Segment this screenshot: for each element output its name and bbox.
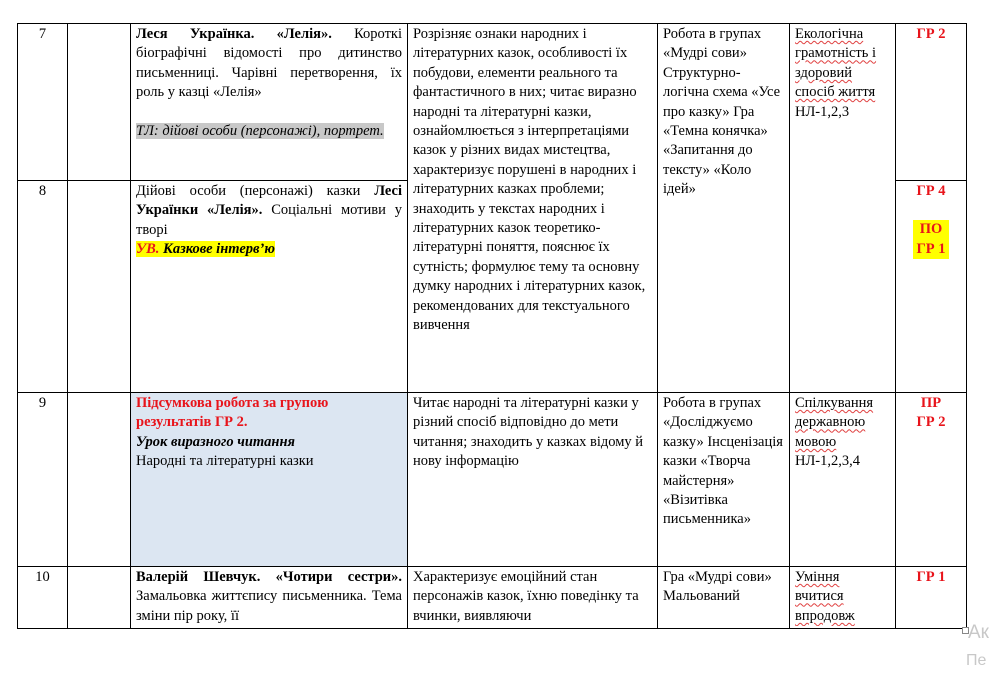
group-cell: [896, 181, 967, 393]
competence-code: НЛ-1,2,3,4: [795, 453, 861, 470]
lesson-plan-table: [17, 23, 967, 629]
lesson-number: 9: [18, 393, 68, 567]
group-cell: [896, 567, 967, 629]
lesson-number: 8: [18, 181, 68, 393]
topic-cell: [131, 24, 408, 181]
activities-text: Робота в групах «Досліджуємо казку» Інсценізація казки «Творча майстерня» «Візитівка письменника»: [663, 395, 783, 528]
theory-note: ТЛ: дійові особи (персонажі), портрет.: [136, 122, 384, 139]
topic-text: Дійові особи (персонажі) казки: [136, 183, 375, 199]
group-label: ПР ГР 2: [916, 395, 946, 431]
outcomes-cell: [408, 567, 658, 629]
watermark-text-2: Пе: [966, 652, 987, 669]
group-label: ГР 1: [916, 569, 946, 585]
summary-title: Підсумкова робота за групою результатів ГР 2.: [136, 395, 329, 431]
topic-text: Замальовка життєпису письменника. Тема зміни пір року, її: [136, 588, 402, 624]
watermark-text-1: Ак: [968, 622, 989, 643]
activities-cell: [658, 567, 790, 629]
activities-cell: [658, 24, 790, 393]
competence-cell: [790, 24, 896, 393]
topic-cell: [131, 567, 408, 629]
topic-text: Народні та літературні казки: [136, 453, 314, 470]
uv-text: Казкове інтерв’ю: [159, 241, 275, 258]
lesson-number: 7: [18, 24, 68, 181]
date-cell: [68, 393, 131, 567]
activities-text: Робота в групах «Мудрі сови» Структурно-логічна схема «Усе про казку» Гра «Темна конячка» «Запитання до тексту» «Коло ідей»: [663, 26, 781, 198]
outcomes-cell: [408, 24, 658, 393]
outcomes-text: Характеризує емоційний стан персонажів казок, їхню поведінку та вчинки, виявляючи: [413, 569, 639, 624]
date-cell: [68, 24, 131, 181]
topic-text-2: Соціальні мотиви у творі: [136, 202, 402, 238]
table-row: [18, 393, 967, 567]
date-cell: [68, 181, 131, 393]
topic-cell: [131, 393, 408, 567]
outcomes-text: Розрізняє ознаки народних і літературних казок, особливості їх побудови, елементи реального та фантастичного в них; читає виразно народні та літературні казки, ознайомлюється з інтерпретаціями казок у різних видах мистецтва, характеризує порушені в народних і літературних казках проблеми; знаходить у текстах народних і літературних казок теоретико-літературні поняття, пояснює їх сутність; формулює тему та основну думку народних і літературних казок, рекомендованих для текстуального вивчення: [413, 26, 646, 334]
date-cell: [68, 567, 131, 629]
uv-label: УВ.: [136, 241, 160, 258]
topic-title: Лесі Українки «Лелія».: [136, 183, 402, 219]
topic-title: Леся Українка. «Лелія».: [136, 26, 332, 42]
group-extra-label: ПО ГР 1: [913, 220, 949, 259]
competence-cell: [790, 567, 896, 629]
competence-text: Уміння вчитися впродовж: [795, 569, 855, 624]
activities-cell: [658, 393, 790, 567]
group-cell: [896, 24, 967, 181]
table-row: [18, 567, 967, 629]
outcomes-cell: [408, 393, 658, 567]
lesson-number: 10: [18, 567, 68, 629]
competence-code: НЛ-1,2,3: [795, 103, 850, 120]
table-row: [18, 24, 967, 181]
outcomes-text: Читає народні та літературні казки у різний спосіб відповідно до мети читання; знаходить у казках відому й нову інформацію: [413, 395, 644, 470]
group-label: ГР 4: [916, 183, 946, 199]
competence-text: Спілкування державною мовою: [795, 395, 874, 450]
topic-cell: [131, 181, 408, 393]
activities-text: Гра «Мудрі сови» Мальований: [663, 569, 772, 605]
lesson-type: Урок виразного читання: [136, 433, 295, 450]
competence-cell: [790, 393, 896, 567]
topic-title: Валерій Шевчук. «Чотири сестри».: [136, 569, 402, 585]
group-label: ГР 2: [916, 26, 946, 42]
competence-text: Екологічна грамотність і здоровий спосіб життя: [795, 26, 877, 101]
topic-text: Короткі біографічні відомості про дитинство письменниці. Чарівні перетворення, їх роль у казці «Лелія»: [136, 26, 403, 101]
group-cell: [896, 393, 967, 567]
